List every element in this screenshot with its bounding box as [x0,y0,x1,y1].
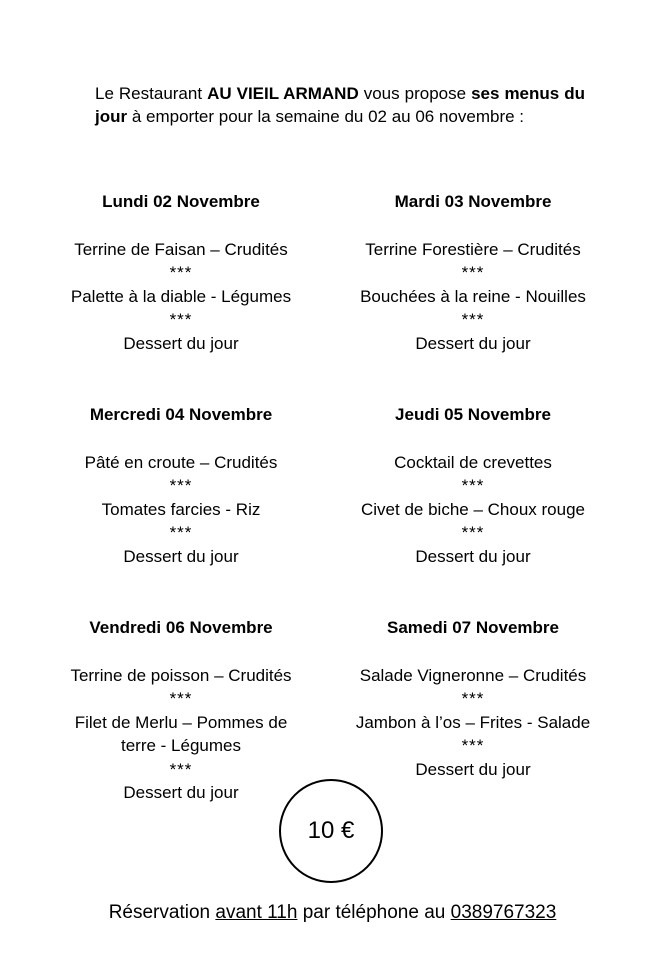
reservation-deadline: avant 11h [215,902,298,923]
separator: *** [169,759,193,779]
separator: *** [461,736,485,755]
separator: *** [169,523,193,542]
reservation-text-1: Réservation [108,902,216,923]
separator: *** [169,310,193,329]
dessert: Dessert du jour [415,759,531,779]
phone-number[interactable]: 0389767323 [450,902,557,923]
day-title: Vendredi 06 Novembre [89,618,273,637]
menu-wednesday [36,403,326,568]
starter: Cocktail de crevettes [394,452,552,472]
day-title: Mercredi 04 Novembre [89,405,273,424]
separator: *** [461,310,485,329]
menus-du-jour-label: ses menus du jour [95,84,585,126]
separator: *** [461,476,485,495]
price-label: 10 € [307,817,355,844]
dessert: Dessert du jour [123,546,239,566]
price-badge [279,779,383,883]
starter: Terrine de Faisan – Crudités [74,239,288,259]
intro-paragraph [95,82,585,128]
separator: *** [169,476,193,495]
dessert: Dessert du jour [415,333,531,353]
separator: *** [461,263,485,282]
starter: Salade Vigneronne – Crudités [359,665,587,685]
intro-text-2: vous propose [358,84,472,103]
main-course: Palette à la diable - Légumes [70,286,292,306]
menu-monday [36,190,326,355]
day-title: Jeudi 05 Novembre [395,405,551,424]
starter: Terrine de poisson – Crudités [70,665,292,685]
starter: Terrine Forestière – Crudités [365,239,581,259]
restaurant-name: AU VIEIL ARMAND [207,84,359,103]
reservation-text-2: par téléphone au [297,902,451,923]
separator: *** [169,689,193,708]
reservation-line [0,902,665,924]
intro-text-1: Le Restaurant [95,84,208,103]
separator: *** [461,523,485,542]
starter: Pâté en croute – Crudités [84,452,278,472]
dessert: Dessert du jour [415,546,531,566]
main-course: Bouchées à la reine - Nouilles [360,286,586,306]
menu-saturday [328,616,618,781]
dessert: Dessert du jour [123,333,239,353]
day-title: Samedi 07 Novembre [387,618,559,637]
main-course: Civet de biche – Choux rouge [361,499,585,519]
separator: *** [169,263,193,282]
menu-thursday [328,403,618,568]
intro-text-3: à emporter pour la semaine du 02 au 06 novembre : [127,107,525,126]
main-course: Tomates farcies - Riz [101,499,261,519]
dessert: Dessert du jour [123,783,239,802]
separator: *** [461,689,485,708]
day-title: Mardi 03 Novembre [394,192,552,211]
day-title: Lundi 02 Novembre [102,192,260,211]
main-course: Jambon à l’os – Frites - Salade [355,712,591,732]
menu-tuesday [328,190,618,355]
menu-friday [36,616,326,805]
main-course: Filet de Merlu – Pommes de terre - Légumes [74,712,288,755]
